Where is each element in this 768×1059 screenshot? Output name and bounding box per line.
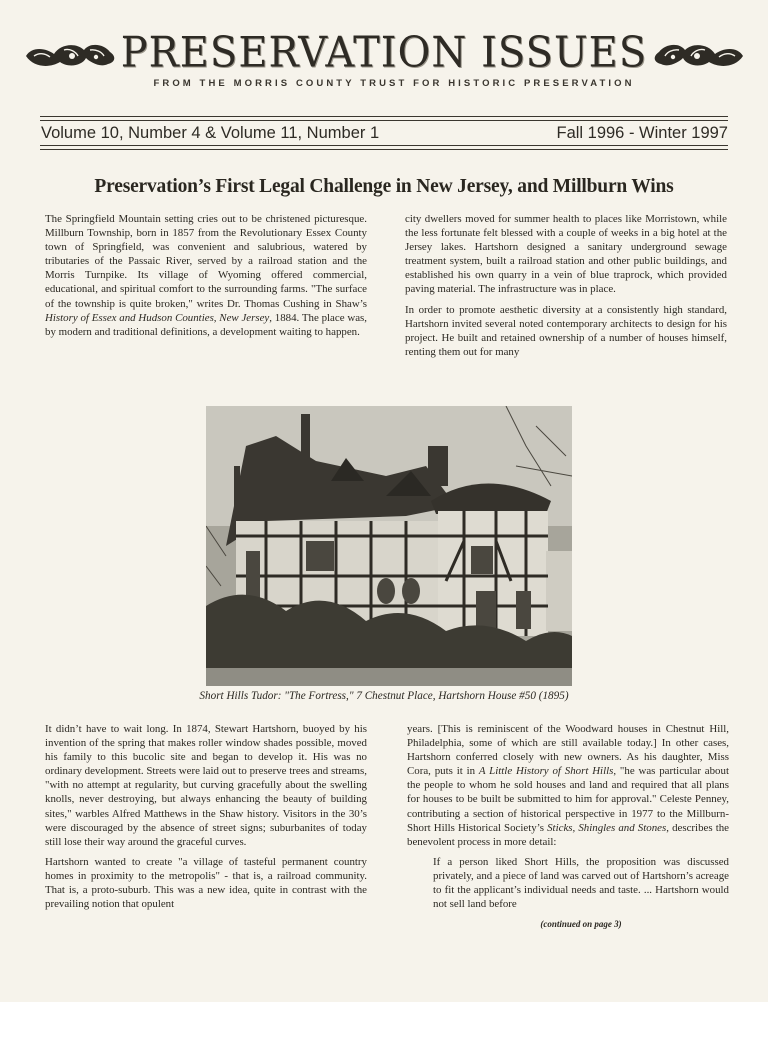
paragraph: It didn’t have to wait long. In 1874, Stewart Hartshorn, buoyed by his invention of the spring that makes roller window shades possible, moved his family to this bucolic site and began to develop it. His was no ordinary development. Streets were laid out to preserve trees and streams, "with no attempt at regularity, but curving gracefully about the swelling knolls, never destroying, but always enhancing the beauty of building sites," warbles Alfred Matthews in the Shaw history. Visitors in the 30’s were discouraged by the absence of street signs; suburbanites of today still lose their way around the graceful curves. [45, 723, 367, 848]
book-title: History of Essex and Hudson Counties, New Jersey [45, 311, 270, 324]
column-2-top [405, 212, 727, 365]
continued-link[interactable]: (continued on page 3) [540, 919, 622, 930]
issue-volume: Volume 10, Number 4 & Volume 11, Number 1 [41, 124, 380, 142]
book-title: A Little History of Short Hills [478, 765, 614, 778]
block-quote: If a person liked Short Hills, the proposition was discussed privately, and a piece of land was carved out of Hartshorn’s acreage to fit the applicant’s individual needs and taste. ... Hartshorn would not sell land before [433, 855, 729, 911]
paragraph: The Springfield Mountain setting cries out to be christened picturesque. Millburn Township, born in 1857 from the Revolutionary Essex County town of Springfield, was convenient and salubrious, watered by tributaries of the Passaic River, served by a railroad station and the Morris Turnpike. Its village of Wyoming offered commercial, educational, and spiritual comfort to the surrounding farms. "The surface of the township is quite broken," writes Dr. Thomas Cushing in Shaw’s History of Essex and Hudson Counties, New Jersey, 1884. The place was, by modern and traditional definitions, a development waiting to happen. [45, 213, 367, 338]
double-rule-top [40, 116, 728, 121]
column-1-bottom [45, 722, 367, 917]
column-1-top [45, 212, 367, 345]
paragraph: years. [This is reminiscent of the Woodward houses in Chestnut Hill, Philadelphia, some of which are still available today.] In other cases, Hartshorn conferred closely with new owners. As his daughter, Miss Cora, puts it in A Little History of Short Hills, "he was particular about the people to whom he sold houses and land and required that all plans for houses to be built be submitted to him for approval." Celeste Penney, contributing a section of historical perspective in 1977 to the Millburn-Short Hills Historical Society’s Sticks, Shingles and Stones, describes the benevolent process in more detail: [407, 723, 730, 848]
double-rule-bottom [40, 145, 728, 150]
photo-caption: Short Hills Tudor: "The Fortress," 7 Chestnut Place, Hartshorn House #50 (1895) [199, 690, 569, 702]
house-photo-image [206, 406, 572, 686]
masthead-subtitle: FROM THE MORRIS COUNTY TRUST FOR HISTORIC PRESERVATION [153, 78, 635, 89]
house-photo [206, 406, 572, 686]
column-2-bottom [407, 722, 729, 937]
masthead-title: PRESERVATION ISSUES [120, 28, 648, 78]
paragraph: Hartshorn wanted to create "a village of tasteful permanent country homes in proximity to the metropolis" - that is, a railroad community. That is, a proto-suburb. This was a new idea, quite in contrast with the prevailing notion that opulent [45, 855, 367, 911]
issue-season: Fall 1996 - Winter 1997 [556, 124, 728, 142]
paragraph: city dwellers moved for summer health to places like Morristown, while the less fortunate felt blessed with a couple of weeks in a big hotel at the Jersey lakes. Hartshorn designed a sanitary underground sewage treatment system, built a railroad station and other public buildings, and established his own quarry in a vein of blue traprock, which provided paving material. The infrastructure was in place. [405, 213, 727, 296]
book-title: Sticks, Shingles and Stones [547, 821, 667, 834]
paragraph: In order to promote aesthetic diversity at a consistently high standard, Hartshorn invited several noted contemporary architects to design for his project. He built and retained ownership of a number of houses himself, renting them out for many [405, 303, 727, 358]
masthead [0, 30, 768, 90]
article-headline: Preservation’s First Legal Challenge in New Jersey, and Millburn Wins [94, 176, 674, 197]
floral-ornament-icon [650, 40, 745, 70]
